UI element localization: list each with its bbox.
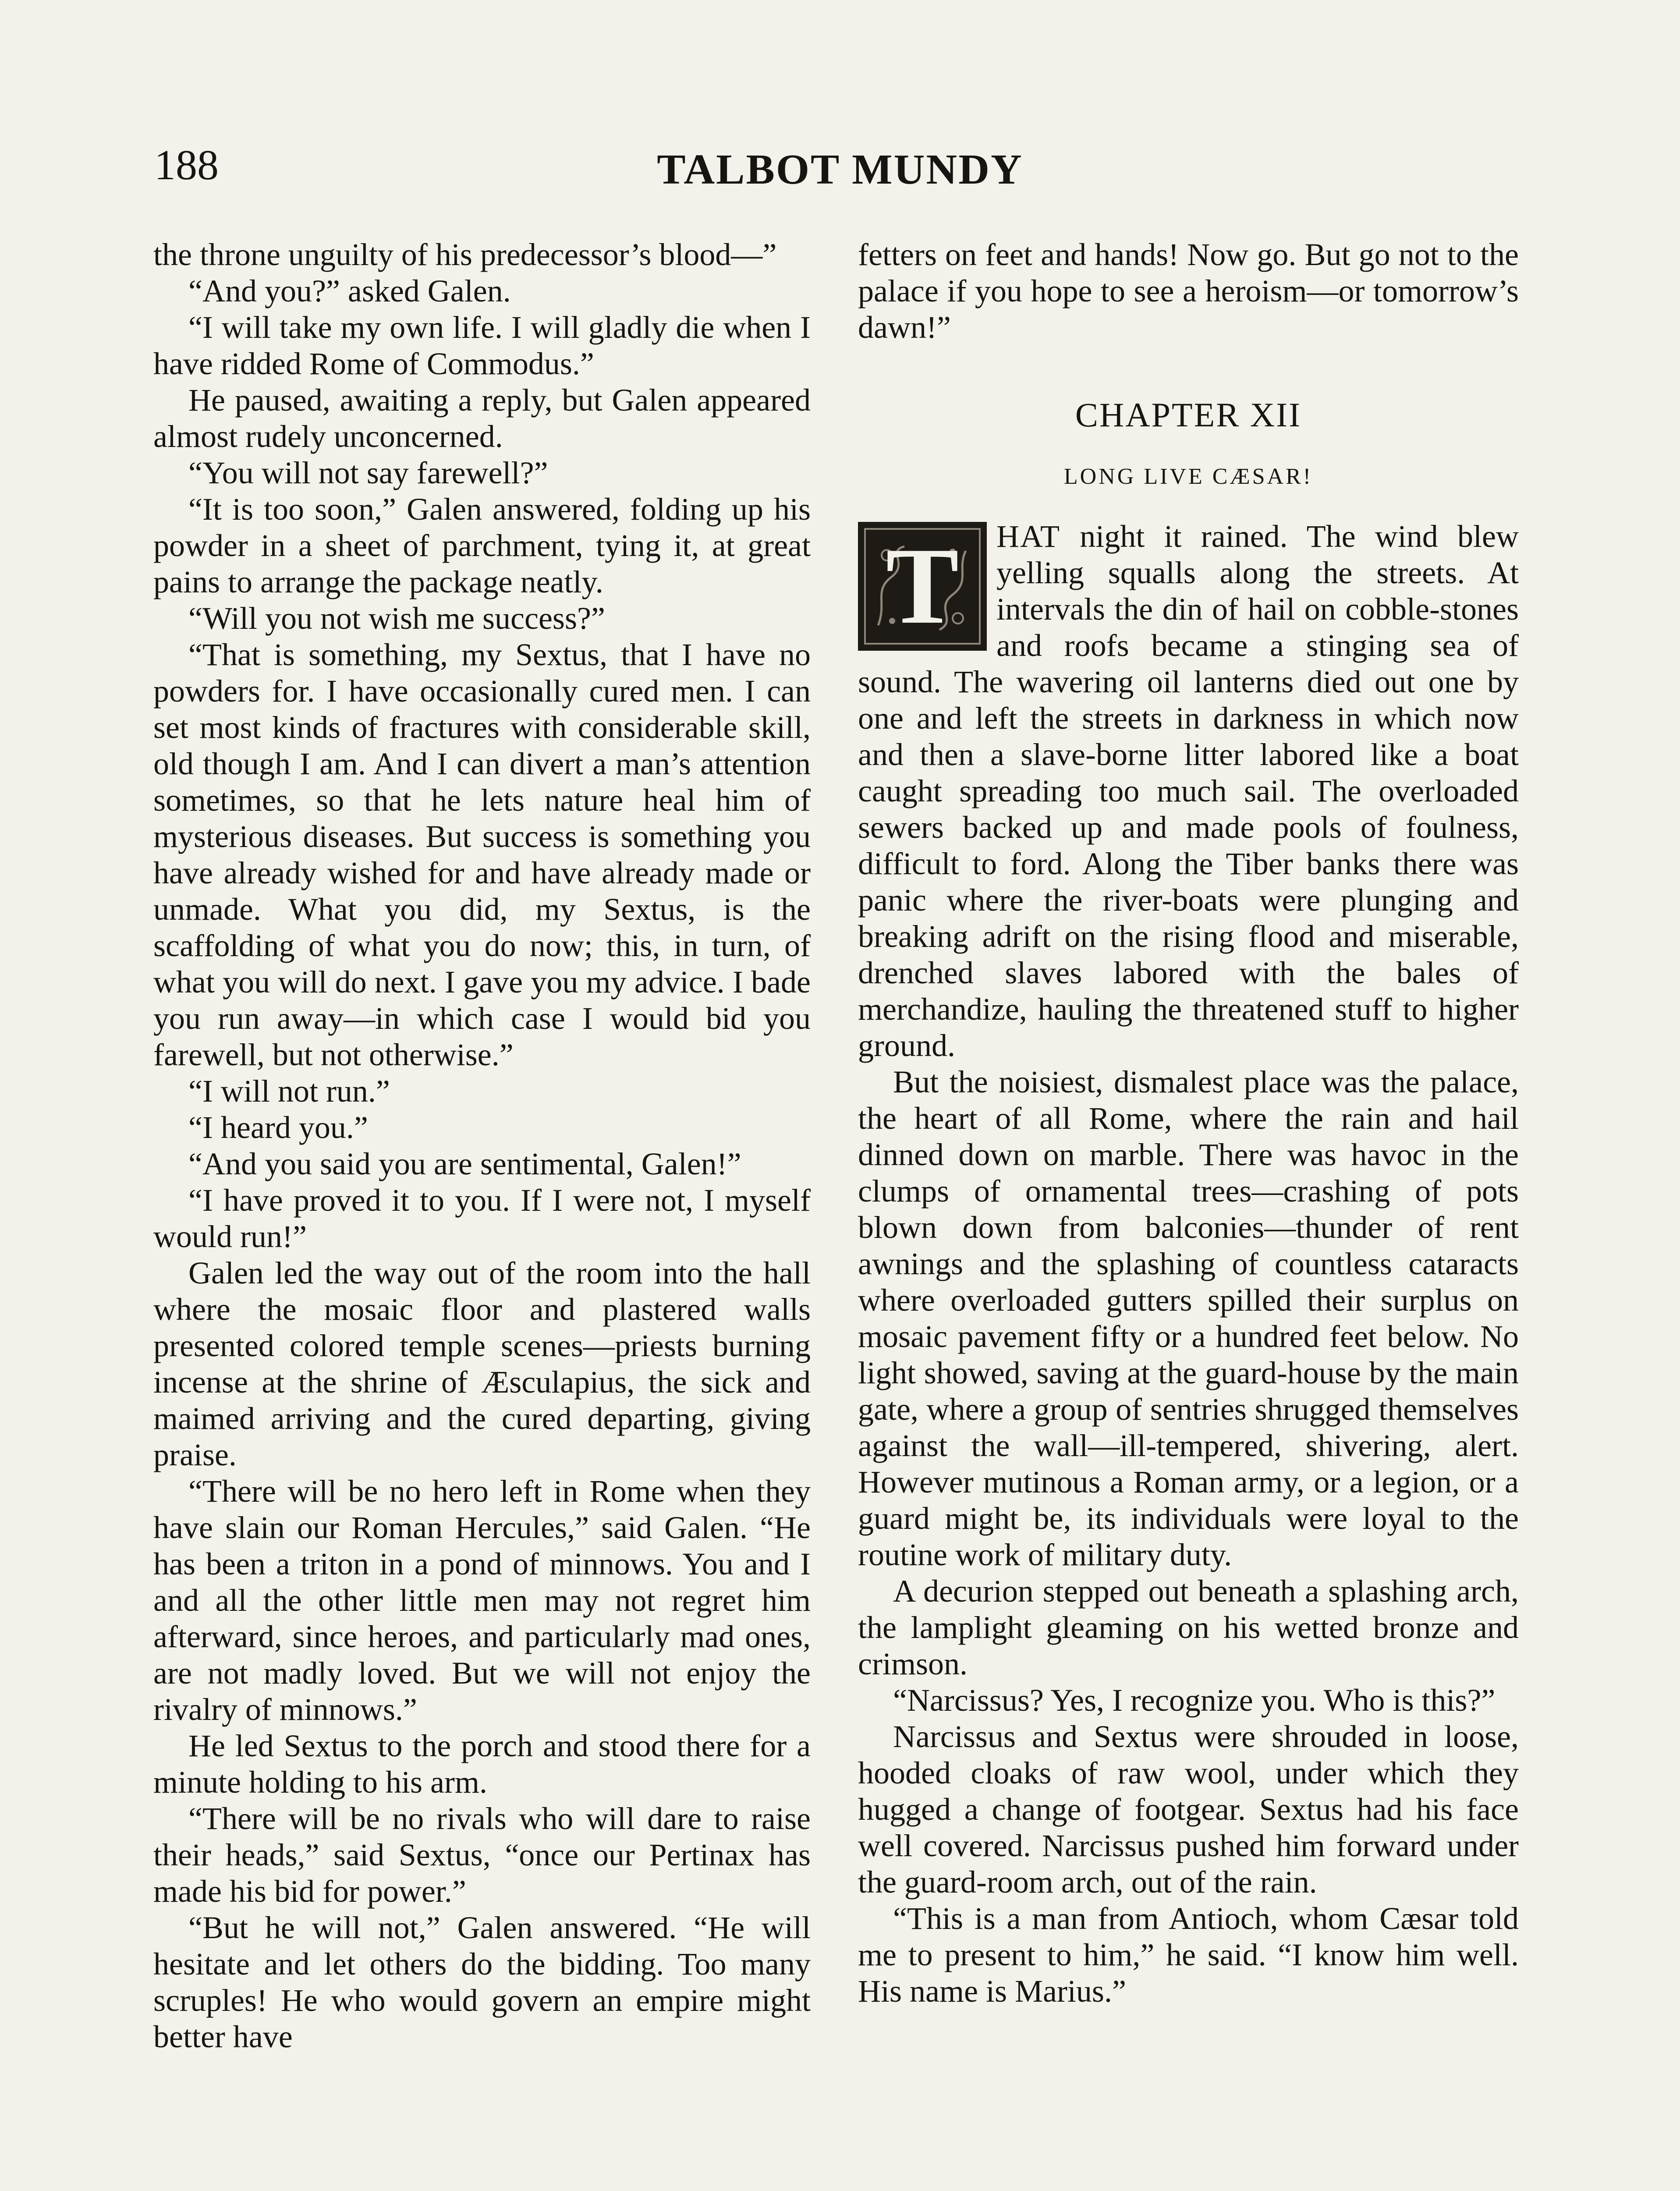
paragraph: “There will be no hero left in Rome when they have slain our Roman Hercules,” said Galen. “He has been a triton in a pond of minnows. You and I and all the other little men may not regret him afterward, since heroes, and particularly mad ones, are not madly loved. But we will not enjoy the rivalry of minnows.” <box>153 1474 811 1727</box>
chapter-title: LONG LIVE CÆSAR! <box>1063 464 1313 489</box>
paragraph: “I will take my own life. I will gladly die when I have ridded Rome of Commodus.” <box>153 310 811 381</box>
paragraph: “And you said you are sentimental, Galen!” <box>188 1146 741 1181</box>
paragraph: “You will not say farewell?” <box>188 455 548 490</box>
paragraph: He paused, awaiting a reply, but Galen appeared almost rudely unconcerned. <box>153 383 811 454</box>
paragraph: “Will you not wish me success?” <box>188 601 605 636</box>
paragraph: “It is too soon,” Galen answered, folding up his powder in a sheet of parchment, tying it, at great pains to arrange the package neatly. <box>153 492 811 599</box>
drop-cap-letter: T <box>886 525 959 647</box>
paragraph: fetters on feet and hands! Now go. But go not to the palace if you hope to see a heroism—or tomorrow’s dawn!” <box>858 237 1519 345</box>
paragraph: “I have proved it to you. If I were not, I myself would run!” <box>153 1183 811 1254</box>
paragraph: But the noisiest, dismalest place was the palace, the heart of all Rome, where the rain and hail dinned down on marble. There was havoc in the clumps of ornamental trees—crashing of pots blown down from balconies—thunder of rent awnings and the splashing of countless cataracts where overloaded gutters spilled their surplus on mosaic pavement fifty or a hundred feet below. No light showed, saving at the guard-house by the main gate, where a group of sentries shrugged themselves against the wall—ill-tempered, shivering, alert. However mutinous a Roman army, or a legion, or a guard might be, its individuals were loyal to the routine work of military duty. <box>858 1064 1519 1572</box>
paragraph: Narcissus and Sextus were shrouded in loose, hooded cloaks of raw wool, under which they hugged a change of footgear. Sextus had his face well covered. Narcissus pushed him forward under the guard-room arch, out of the rain. <box>858 1719 1519 1900</box>
right-text-column <box>858 237 1519 2010</box>
paragraph: the throne unguilty of his predecessor’s blood—” <box>153 237 777 272</box>
paragraph: “I heard you.” <box>188 1110 368 1145</box>
paragraph: “There will be no rivals who will dare to raise their heads,” said Sextus, “once our Pertinax has made his bid for power.” <box>153 1801 811 1909</box>
paragraph: He led Sextus to the porch and stood there for a minute holding to his arm. <box>153 1728 811 1800</box>
paragraph: Galen led the way out of the room into the hall where the mosaic floor and plastered walls presented colored temple scenes—priests burning incense at the shrine of Æsculapius, the sick and maimed arriving and the cured departing, giving praise. <box>153 1255 811 1472</box>
paragraph-text: night it rained. The wind blew yelling squalls along the streets. At intervals the din of hail on cobble-stones and roofs became a stinging sea of sound. The wavering oil lanterns died out one by one and left the streets in darkness in which now and then a slave-borne litter labored like a boat caught spreading too much sail. The overloaded sewers backed up and made pools of foulness, difficult to ford. Along the Tiber banks there was panic where the river-boats were plunging and breaking adrift on the rising flood and miserable, drenched slaves labored with the bales of merchandize, hauling the threatened stuff to higher ground. <box>858 519 1519 1063</box>
chapter-heading: CHAPTER XII <box>1075 396 1302 434</box>
first-word-caps: HAT <box>996 519 1060 554</box>
paragraph: “Narcissus? Yes, I recognize you. Who is this?” <box>893 1683 1496 1718</box>
paragraph: “But he will not,” Galen answered. “He will hesitate and let others do the bidding. Too many scruples! He who would govern an empire might better have <box>153 1910 811 2054</box>
paragraph: A decurion stepped out beneath a splashing arch, the lamplight gleaming on his wetted bronze and crimson. <box>858 1574 1519 1681</box>
running-head: TALBOT MUNDY <box>657 146 1023 193</box>
page-number: 188 <box>154 142 219 189</box>
chapter-opening-paragraph <box>858 518 1519 1064</box>
ornamental-drop-cap <box>858 522 987 651</box>
left-text-column <box>153 237 811 2055</box>
paragraph: “I will not run.” <box>188 1074 390 1109</box>
paragraph: “And you?” asked Galen. <box>188 273 511 308</box>
paragraph: “That is something, my Sextus, that I have no powders for. I have occasionally cured men. I can set most kinds of fractures with considerable skill, old though I am. And I can divert a man’s attention sometimes, so that he lets nature heal him of mysterious diseases. But success is something you have already wished for and have already made or unmade. What you did, my Sextus, is the scaffolding of what you do now; this, in turn, of what you will do next. I gave you my advice. I bade you run away—in which case I would bid you farewell, but not otherwise.” <box>153 637 811 1072</box>
paragraph: “This is a man from Antioch, whom Cæsar told me to present to him,” he said. “I know him well. His name is Marius.” <box>858 1901 1519 2009</box>
